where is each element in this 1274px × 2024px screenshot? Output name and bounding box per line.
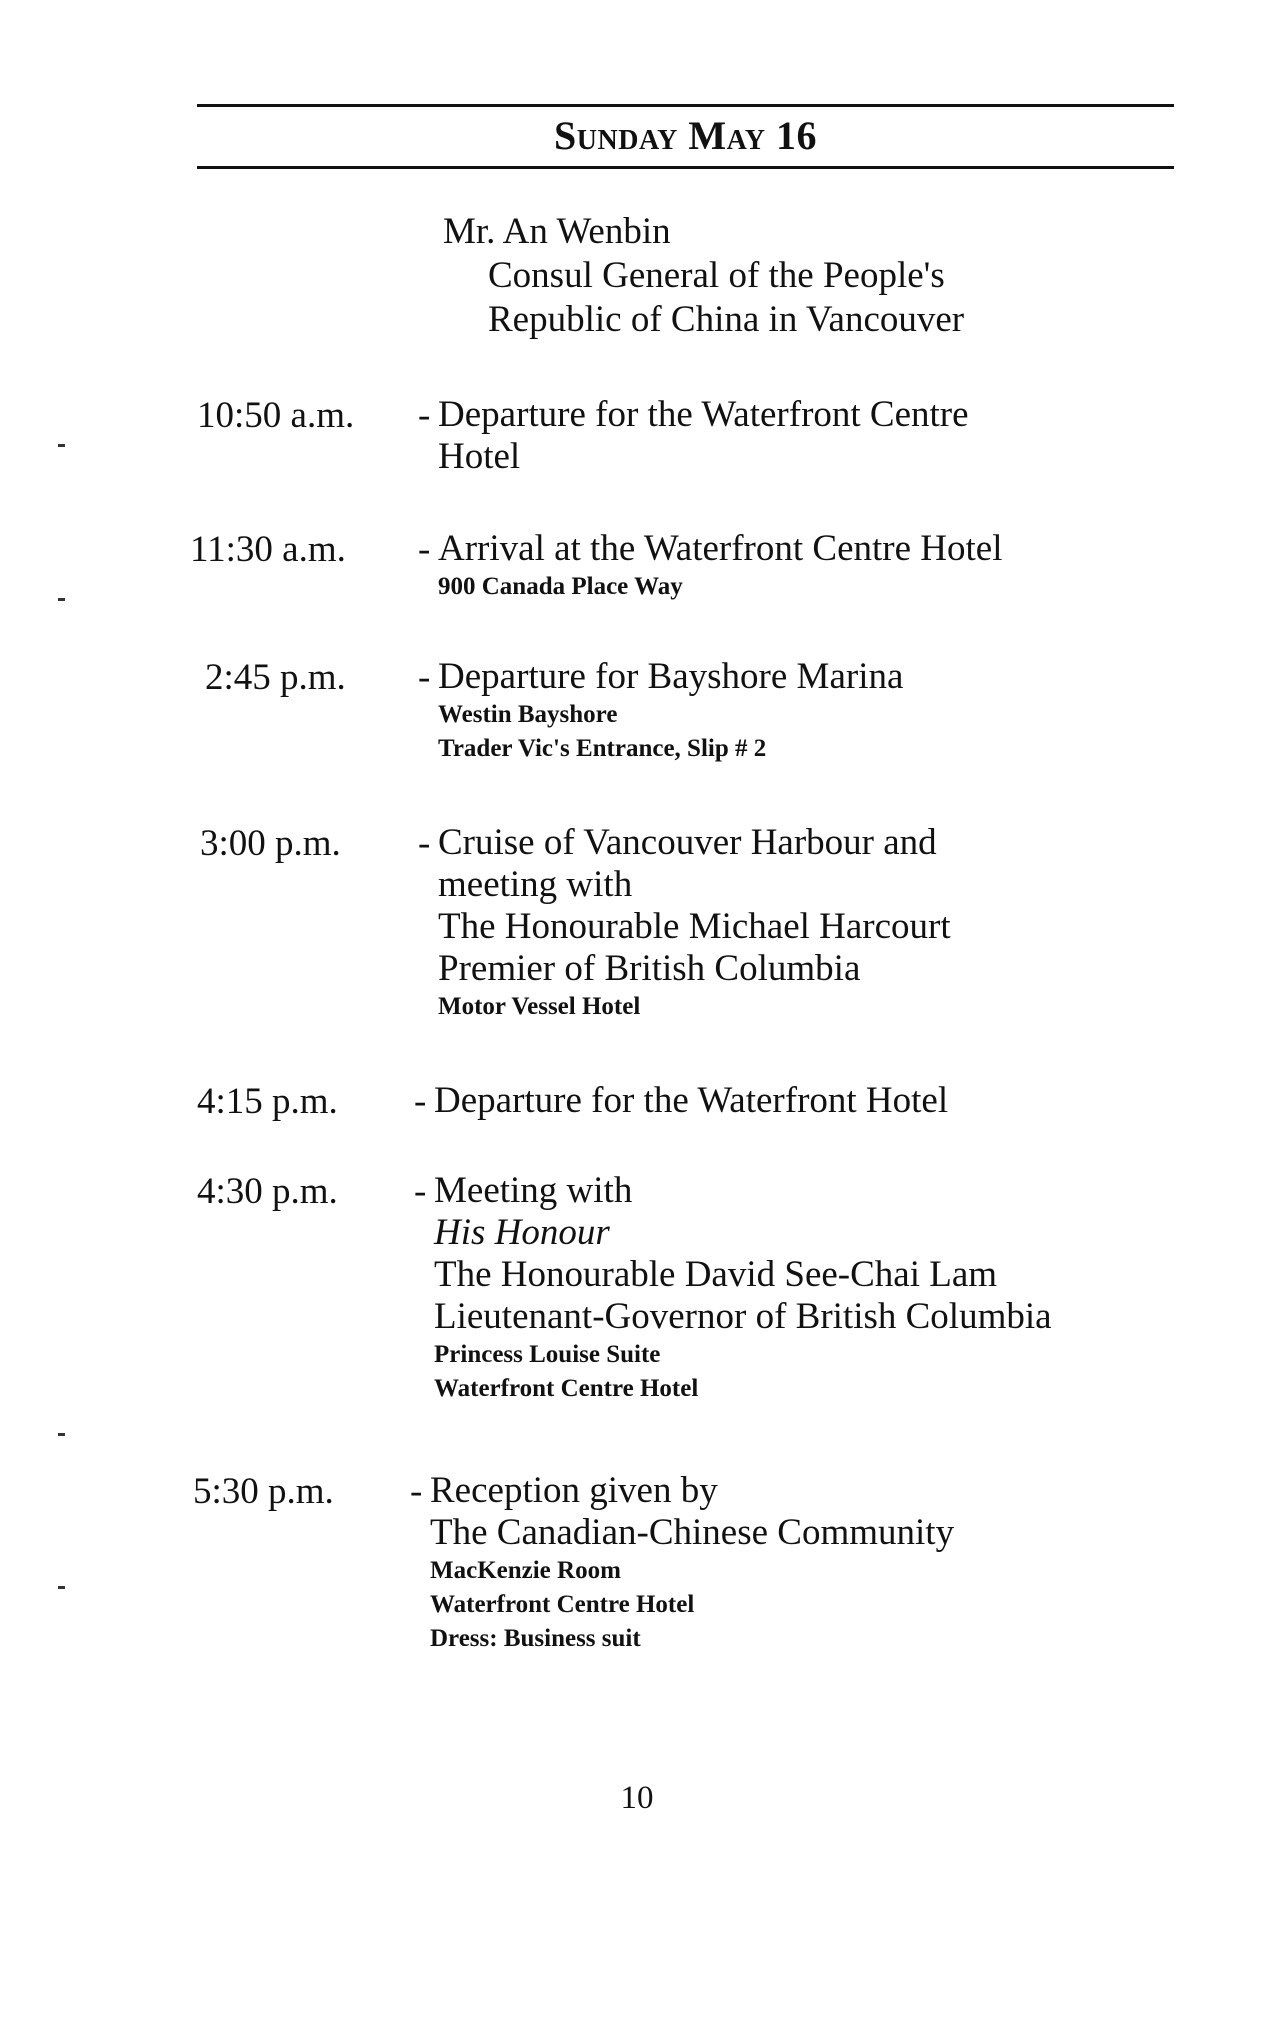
entry-line: His Honour [434, 1212, 610, 1253]
schedule-entry [410, 1470, 955, 1656]
intro-title-line-2: Republic of China in Vancouver [488, 299, 965, 340]
entry-dash: - [418, 395, 431, 436]
entry-line: Departure for the Waterfront Hotel [434, 1080, 949, 1121]
entry-dash: - [418, 529, 431, 570]
entry-time: 4:15 p.m. [197, 1081, 338, 1122]
entry-line: Premier of British Columbia [438, 948, 861, 989]
page-number: 10 [620, 1780, 654, 1816]
entry-dash: - [414, 1171, 427, 1212]
entry-line: The Honourable David See-Chai Lam [434, 1254, 998, 1295]
schedule-entry [414, 1170, 1052, 1406]
scan-speck [58, 1586, 65, 1589]
entry-dash: - [410, 1471, 423, 1512]
entry-detail: 900 Canada Place Way [438, 573, 683, 600]
intro-name: Mr. An Wenbin [443, 211, 671, 252]
bottom-rule [197, 166, 1174, 169]
scan-speck [58, 598, 65, 601]
entry-line: Departure for Bayshore Marina [438, 656, 904, 697]
entry-line: meeting with [438, 864, 633, 905]
entry-line: Hotel [438, 436, 521, 477]
entry-line: Reception given by [430, 1470, 718, 1511]
entry-time: 2:45 p.m. [205, 657, 346, 698]
scan-speck [58, 444, 65, 447]
entry-detail: Trader Vic's Entrance, Slip # 2 [438, 735, 767, 762]
entry-detail: Waterfront Centre Hotel [434, 1375, 699, 1402]
entry-dash: - [418, 823, 431, 864]
entry-detail: Dress: Business suit [430, 1625, 641, 1652]
entry-dash: - [414, 1081, 427, 1122]
page-heading: Sunday May 16 [554, 113, 817, 158]
entry-line: Cruise of Vancouver Harbour and [438, 822, 937, 863]
entry-detail: MacKenzie Room [430, 1557, 621, 1584]
schedule-entry [414, 1080, 949, 1122]
top-rule [197, 104, 1174, 107]
entry-line: Departure for the Waterfront Centre [438, 394, 969, 435]
entry-time: 11:30 a.m. [190, 529, 346, 570]
entry-line: Arrival at the Waterfront Centre Hotel [438, 528, 1003, 569]
entry-time: 5:30 p.m. [193, 1471, 334, 1512]
entry-detail: Motor Vessel Hotel [438, 993, 641, 1020]
entry-detail: Westin Bayshore [438, 701, 618, 728]
entry-line: Lieutenant-Governor of British Columbia [434, 1296, 1052, 1337]
entry-line: The Honourable Michael Harcourt [438, 906, 951, 947]
schedule-entry [418, 394, 969, 478]
entry-detail: Waterfront Centre Hotel [430, 1591, 695, 1618]
entry-dash: - [418, 657, 431, 698]
entry-time: 10:50 a.m. [197, 395, 355, 436]
schedule-entry [418, 528, 1003, 604]
entry-time: 3:00 p.m. [200, 823, 341, 864]
schedule-entry [418, 656, 904, 766]
scan-speck [58, 1433, 65, 1436]
entry-line: Meeting with [434, 1170, 633, 1211]
intro-block [443, 210, 964, 342]
intro-title-line-1: Consul General of the People's [488, 255, 945, 296]
schedule-entry [418, 822, 951, 1024]
entry-line: The Canadian-Chinese Community [430, 1512, 955, 1553]
entry-detail: Princess Louise Suite [434, 1341, 661, 1368]
entry-time: 4:30 p.m. [197, 1171, 338, 1212]
